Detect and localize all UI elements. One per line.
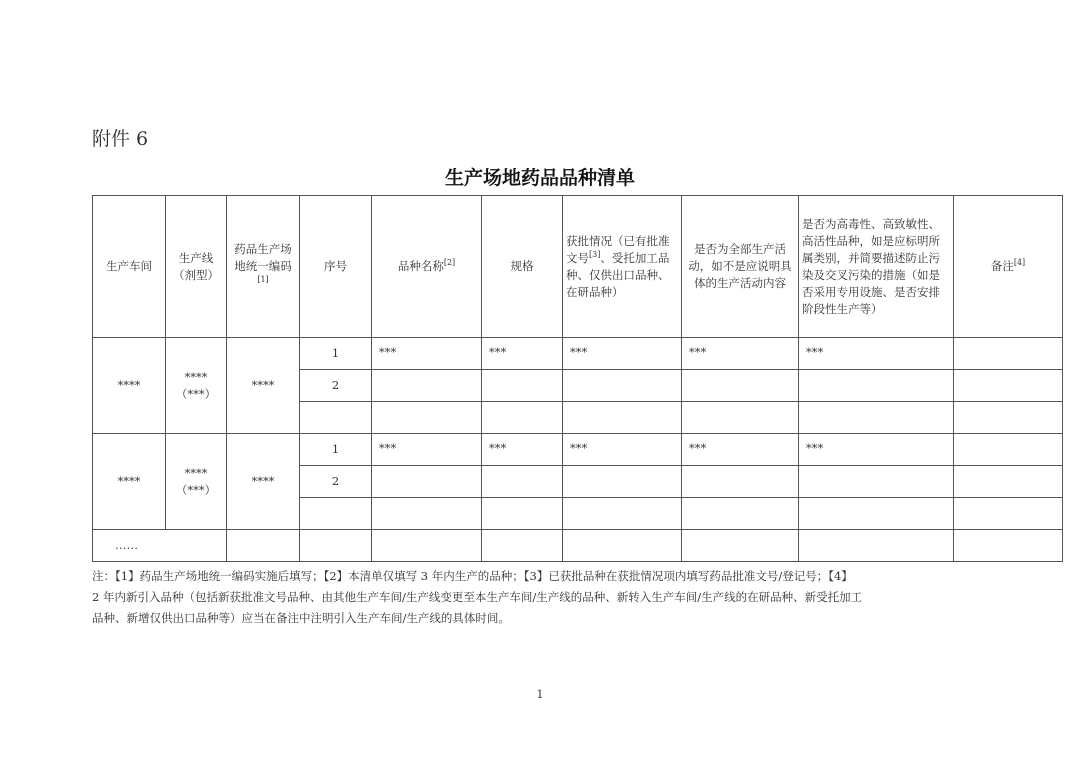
col-header-activity: 是否为全部生产活动，如不是应说明具体的生产活动内容	[682, 196, 799, 338]
col-header-remark: 备注[4]	[954, 196, 1063, 338]
empty-cell	[300, 530, 372, 562]
empty-cell	[372, 530, 482, 562]
ellipsis-cell: ……	[93, 530, 227, 562]
remark-cell	[954, 338, 1063, 370]
activity-cell	[682, 498, 799, 530]
production-line-cell: **** （***）	[166, 338, 227, 434]
col-header-approval: 获批情况（已有批准文号[3]、受托加工品种、仅供出口品种、在研品种）	[563, 196, 682, 338]
seq-cell: 1	[300, 338, 372, 370]
remark-cell	[954, 370, 1063, 402]
col-header-workshop: 生产车间	[93, 196, 166, 338]
toxicity-cell	[799, 498, 954, 530]
variety-name-cell	[372, 370, 482, 402]
variety-name-cell	[372, 466, 482, 498]
header-row	[93, 196, 1063, 338]
activity-cell: ***	[682, 338, 799, 370]
site-code-cell: ****	[227, 338, 300, 434]
empty-cell	[682, 530, 799, 562]
spec-cell	[482, 498, 563, 530]
spec-cell	[482, 466, 563, 498]
activity-cell: ***	[682, 434, 799, 466]
site-code-cell: ****	[227, 434, 300, 530]
table-row	[93, 338, 1063, 370]
approval-cell: ***	[563, 338, 682, 370]
col-header-site-code: 药品生产场地统一编码[1]	[227, 196, 300, 338]
empty-cell	[227, 530, 300, 562]
seq-cell	[300, 498, 372, 530]
table-row	[93, 434, 1063, 466]
footnote-line: 2 年内新引入品种（包括新获批准文号品种、由其他生产车间/生产线变更至本生产车间/生产线的品种、新转入生产车间/生产线的在研品种、新受托加工	[92, 590, 863, 604]
toxicity-cell: ***	[799, 434, 954, 466]
remark-cell	[954, 466, 1063, 498]
empty-cell	[954, 530, 1063, 562]
empty-cell	[482, 530, 563, 562]
remark-cell	[954, 498, 1063, 530]
approval-cell	[563, 402, 682, 434]
approval-cell	[563, 498, 682, 530]
empty-cell	[563, 530, 682, 562]
workshop-cell: ****	[93, 434, 166, 530]
production-line-cell: **** （***）	[166, 434, 227, 530]
remark-cell	[954, 434, 1063, 466]
col-header-spec: 规格	[482, 196, 563, 338]
col-header-production-line: 生产线（剂型）	[166, 196, 227, 338]
seq-cell: 1	[300, 434, 372, 466]
col-header-variety-name: 品种名称[2]	[372, 196, 482, 338]
variety-name-cell	[372, 402, 482, 434]
empty-cell	[799, 530, 954, 562]
ellipsis-row	[93, 530, 1063, 562]
workshop-cell: ****	[93, 338, 166, 434]
remark-cell	[954, 402, 1063, 434]
spec-cell: ***	[482, 338, 563, 370]
approval-cell	[563, 370, 682, 402]
spec-cell: ***	[482, 434, 563, 466]
variety-name-cell: ***	[372, 338, 482, 370]
toxicity-cell	[799, 402, 954, 434]
variety-list-table	[92, 195, 1063, 562]
col-header-seq: 序号	[300, 196, 372, 338]
seq-cell	[300, 402, 372, 434]
footnote-line: 品种、新增仅供出口品种等）应当在备注中注明引入生产车间/生产线的具体时间。	[92, 611, 510, 625]
toxicity-cell: ***	[799, 338, 954, 370]
spec-cell	[482, 370, 563, 402]
col-header-toxicity: 是否为高毒性、高致敏性、高活性品种，如是应标明所属类别，并简要描述防止污染及交叉污染的措施（如是否采用专用设施、是否安排阶段性生产等）	[799, 196, 954, 338]
footnotes	[92, 566, 997, 629]
activity-cell	[682, 370, 799, 402]
seq-cell: 2	[300, 466, 372, 498]
footnote-line: 注：【1】药品生产场地统一编码实施后填写；【2】本清单仅填写 3 年内生产的品种；【3】已获批品种在获批情况项内填写药品批准文号/登记号；【4】	[92, 569, 853, 583]
approval-cell: ***	[563, 434, 682, 466]
activity-cell	[682, 466, 799, 498]
page-number: 1	[536, 688, 544, 701]
toxicity-cell	[799, 466, 954, 498]
toxicity-cell	[799, 370, 954, 402]
variety-name-cell	[372, 498, 482, 530]
approval-cell	[563, 466, 682, 498]
variety-name-cell: ***	[372, 434, 482, 466]
seq-cell: 2	[300, 370, 372, 402]
document-title: 生产场地药品品种清单	[444, 167, 635, 189]
activity-cell	[682, 402, 799, 434]
spec-cell	[482, 402, 563, 434]
attachment-label: 附件 6	[92, 128, 149, 150]
